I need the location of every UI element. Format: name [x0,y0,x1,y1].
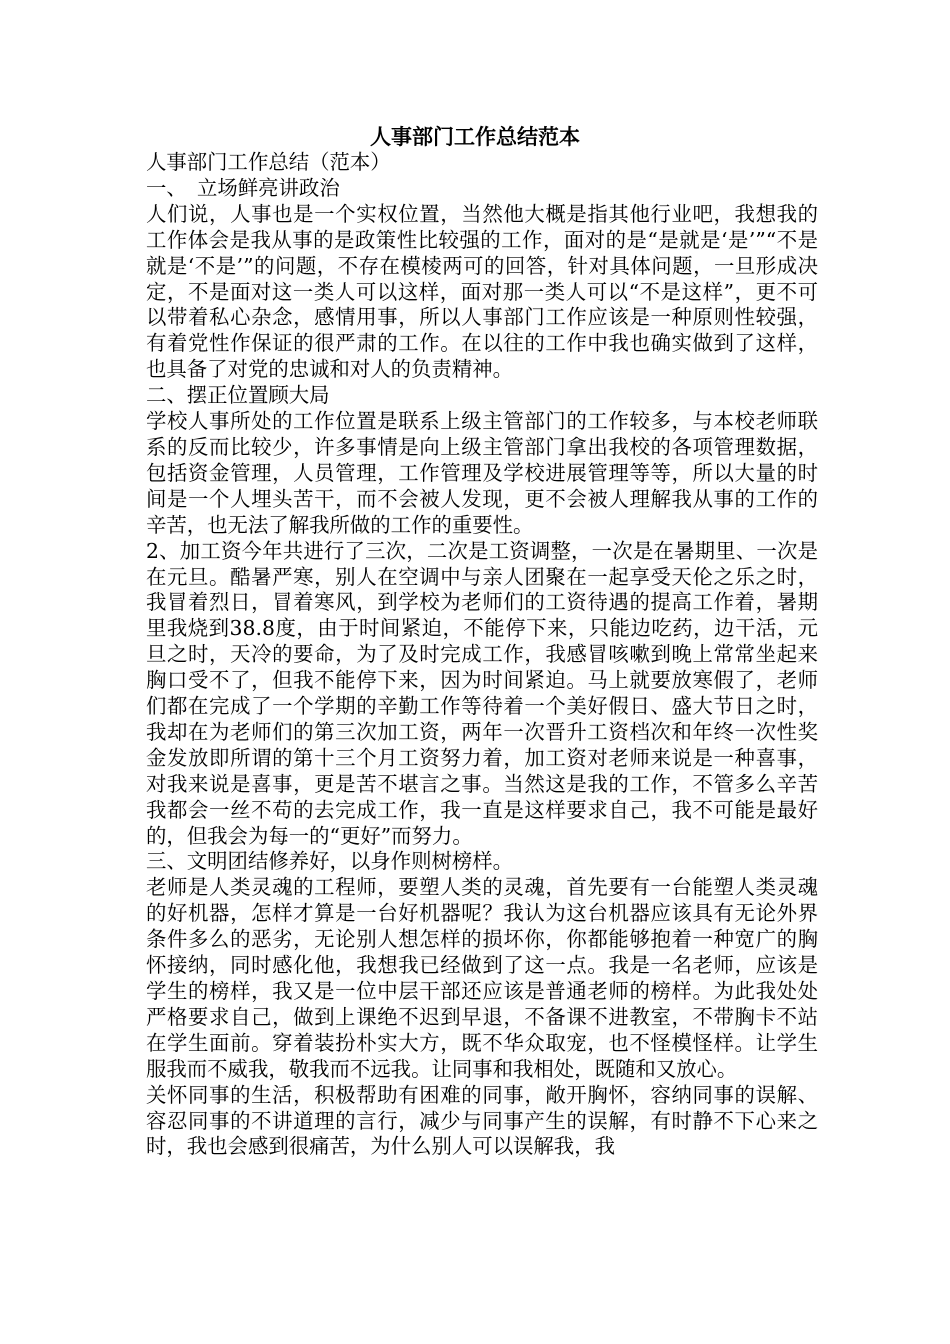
paragraph-3: 2、加工资今年共进行了三次，二次是工资调整，一次是在暑期里、一次是在元旦。酷暑严寒，别人在空调中与亲人团聚在一起享受天伦之乐之时，我冒着烈日，冒着寒风，到学校为老师们的工资待遇的提高工作着，暑期里我烧到38.8度，由于时间紧迫，不能停下来，只能边吃药，边干活，元旦之时，天冷的要命，为了及时完成工作，我感冒咳嗽到晚上常常坐起来胸口受不了，但我不能停下来，因为时间紧迫。马上就要放寒假了，老师们都在完成了一个学期的辛勤工作等待着一个美好假日、盛大节日之时，我却在为老师们的第三次加工资，两年一次晋升工资档次和年终一次性奖金发放即所谓的第十三个月工资努力着，加工资对老师来说是一种喜事，对我来说是喜事，更是苦不堪言之事。当然这是我的工作，不管多么辛苦我都会一丝不苟的去完成工作，我一直是这样要求自己，我不可能是最好的，但我会为每一的“更好”而努力。 [146,538,818,848]
subtitle-line: 人事部门工作总结（范本） [146,150,391,174]
paragraph-1: 人们说，人事也是一个实权位置，当然他大概是指其他行业吧，我想我的工作体会是我从事的是政策性比较强的工作，面对的是“是就是‘是’”“不是就是‘不是’”的问题，不存在模棱两可的回答，针对具体问题，一旦形成决定，不是面对这一类人可以这样，面对那一类人可以“不是这样”，更不可以带着私心杂念，感情用事，所以人事部门工作应该是一种原则性较强，有着党性作保证的很严肃的工作。在以往的工作中我也确实做到了这样，也具备了对党的忠诚和对人的负责精神。 [146,201,818,382]
section-heading-1: 一、 立场鲜亮讲政治 [146,175,340,200]
paragraph-2: 学校人事所处的工作位置是联系上级主管部门的工作较多，与本校老师联系的反而比较少，许多事情是向上级主管部门拿出我校的各项管理数据，包括资金管理，人员管理，工作管理及学校进展管理等等，所以大量的时间是一个人埋头苦干，而不会被人发现，更不会被人理解我从事的工作的辛苦，也无法了解我所做的工作的重要性。 [146,409,818,537]
document-title: 人事部门工作总结范本 [370,124,580,149]
section-heading-3: 三、文明团结修养好，以身作则树榜样。 [146,849,514,874]
paragraph-5: 关怀同事的生活，积极帮助有困难的同事，敞开胸怀，容纳同事的误解、容忍同事的不讲道理的言行，减少与同事产生的误解，有时静不下心来之时，我也会感到很痛苦，为什么别人可以误解我，我 [146,1082,818,1159]
section-heading-2: 二、摆正位置顾大局 [146,383,330,408]
document-body [146,150,818,1160]
paragraph-4: 老师是人类灵魂的工程师，要塑人类的灵魂，首先要有一台能塑人类灵魂的好机器，怎样才算是一台好机器呢？我认为这台机器应该具有无论外界条件多么的恶劣，无论别人想怎样的损坏你，你都能够抱着一种宽广的胸怀接纳，同时感化他，我想我已经做到了这一点。我是一名老师，应该是学生的榜样，我又是一位中层干部还应该是普通老师的榜样。为此我处处严格要求自己，做到上课绝不迟到早退，不备课不进教室，不带胸卡不站在学生面前。穿着装扮朴实大方，既不华众取宠，也不怪模怪样。让学生服我而不威我，敬我而不远我。让同事和我相处，既随和又放心。 [146,875,818,1081]
